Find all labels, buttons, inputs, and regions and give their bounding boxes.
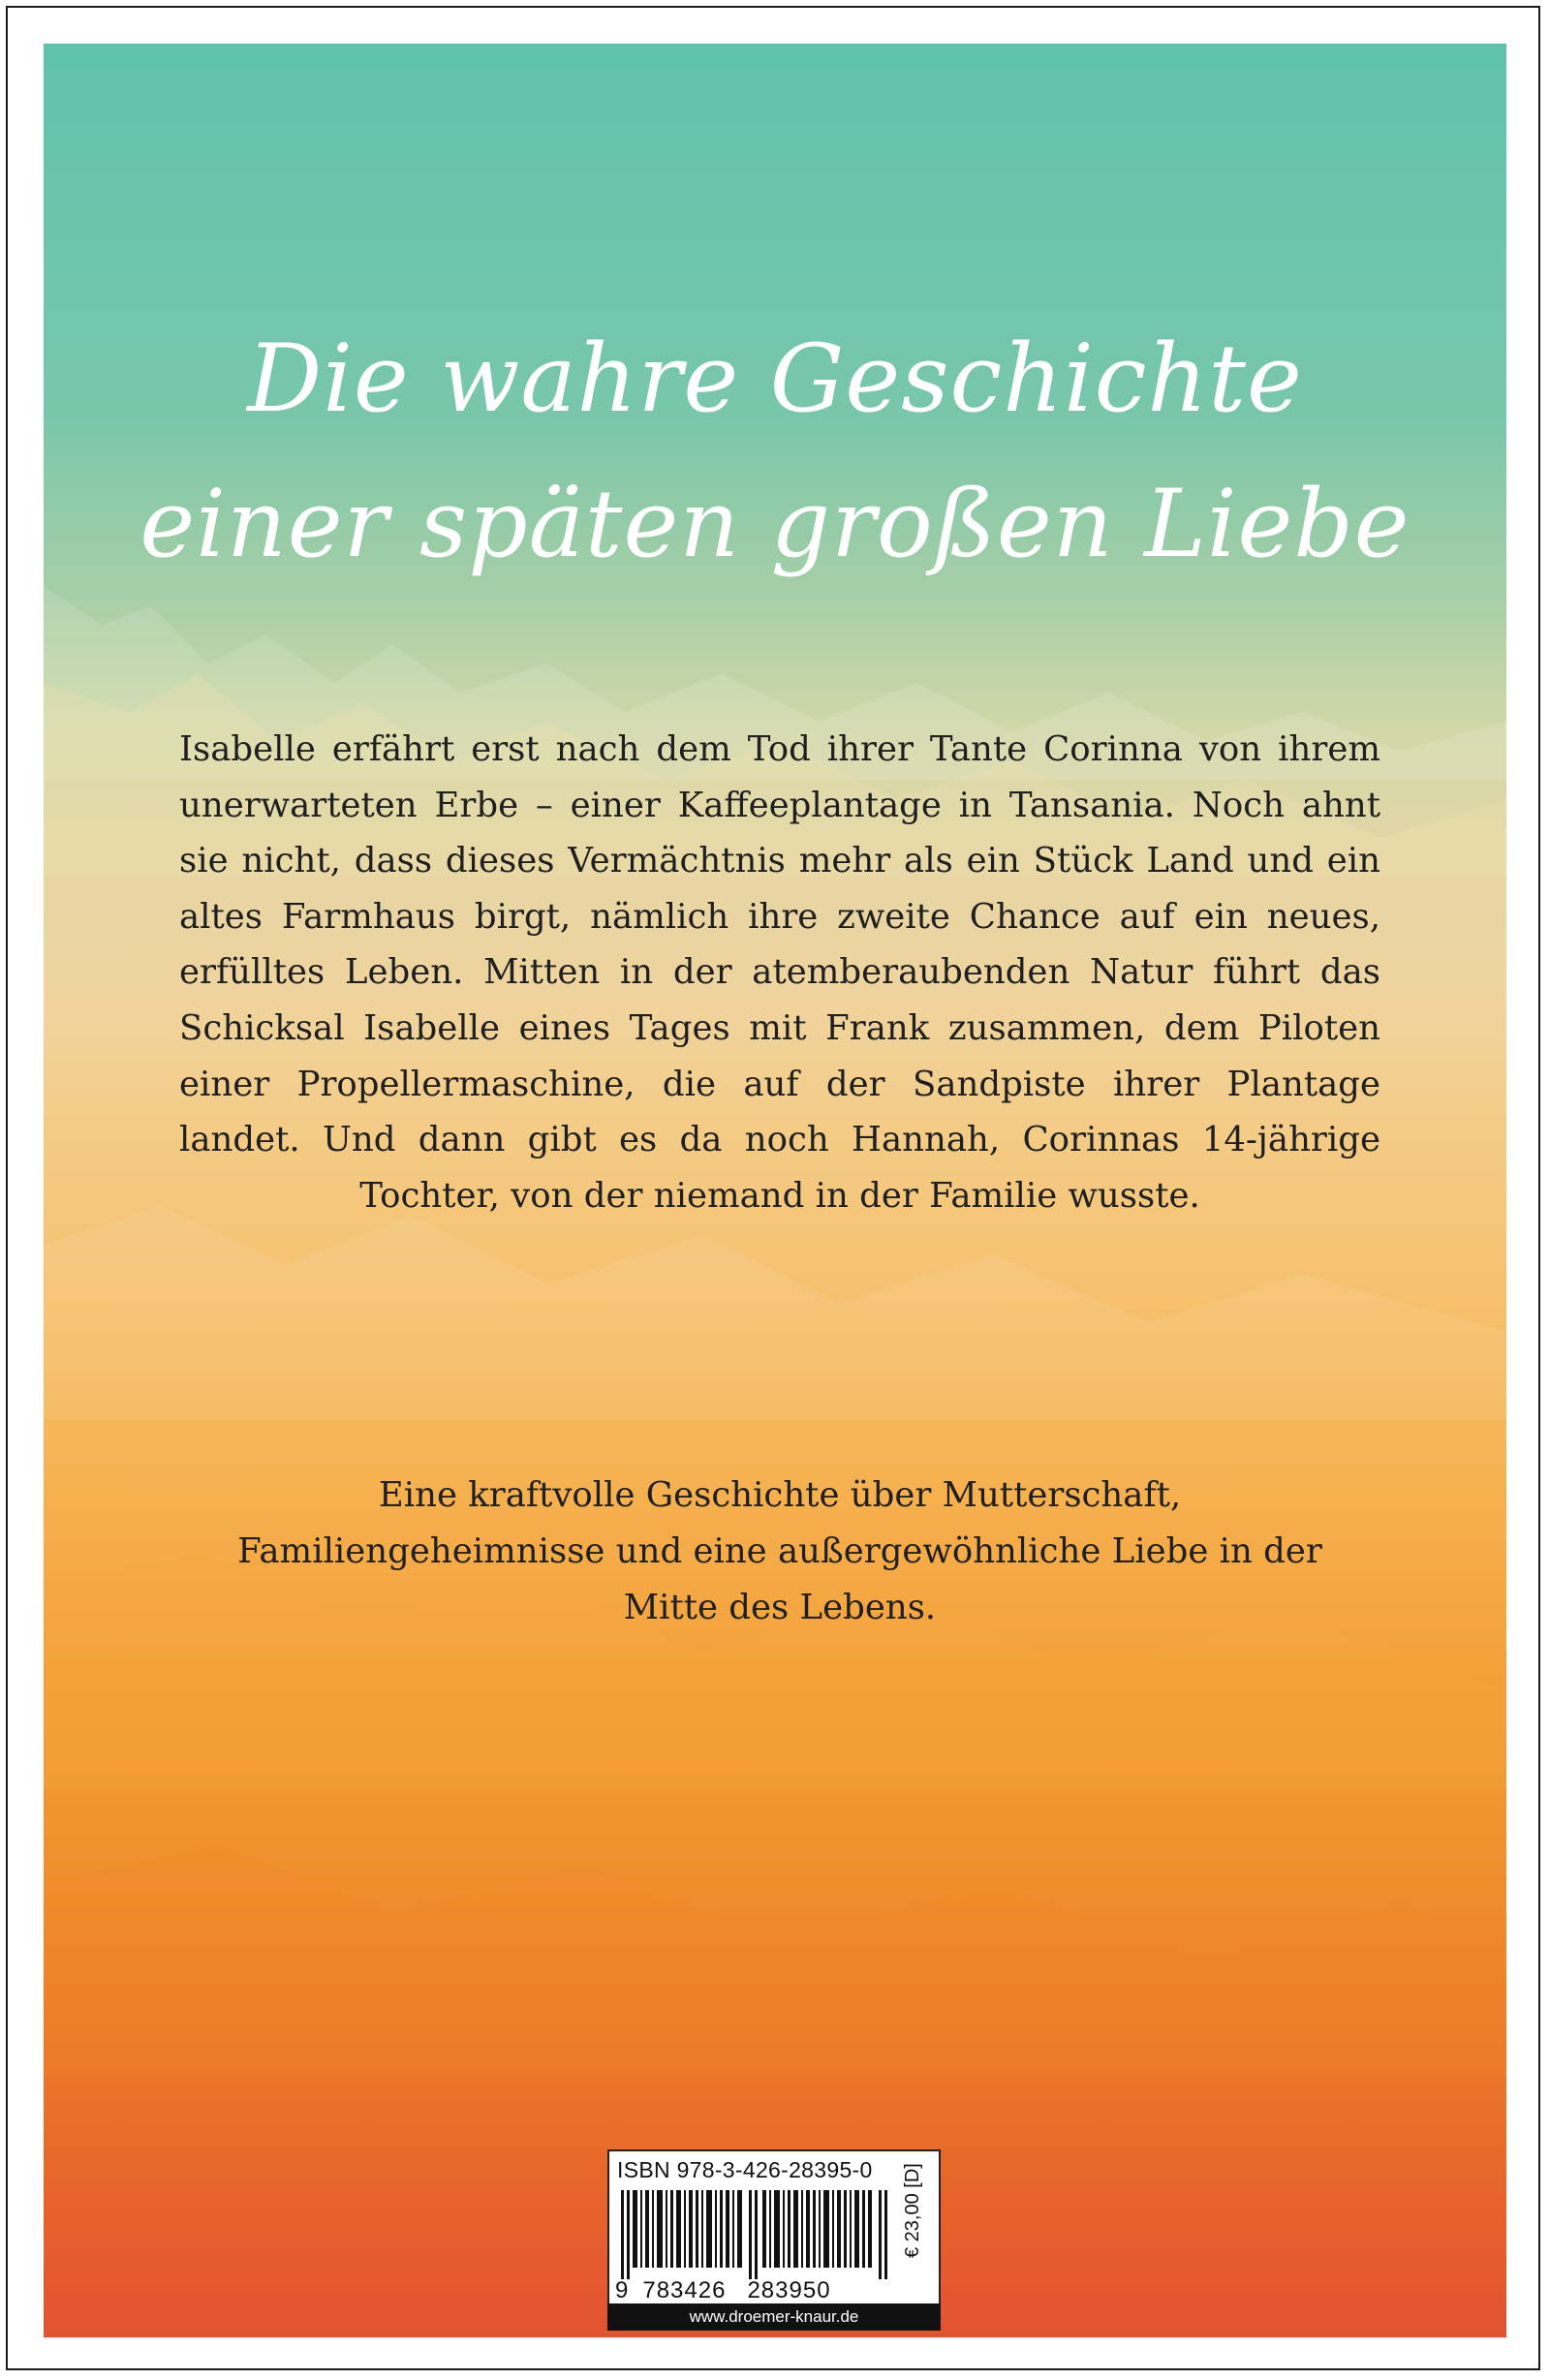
barcode-digit-group-2: 283950 bbox=[747, 2277, 831, 2303]
blurb-paragraph: Isabelle erfährt erst nach dem Tod ihrer Tante Corinna von ihrem unerwarteten Erbe – einer Kaffeeplantage in Tansania. Noch ahnt sie nicht, dass dieses Vermächtnis mehr als ein Stück Land und ein altes Farmhaus birgt, nämlich ihre zweite Chance auf ein neues, erfülltes Leben. Mitten in der atemberaubenden Natur führt das Schicksal Isabelle eines Tages mit Frank zusammen, dem Piloten einer Propellermaschine, die auf der Sandpiste ihrer Plantage landet. Und dann gibt es da noch Hannah, Corinnas 14-jährige Tochter, von der niemand in der Familie wusste. bbox=[179, 729, 1380, 1216]
barcode-digit-first: 9 bbox=[615, 2277, 630, 2303]
tagline-line-2: einer späten großen Liebe bbox=[140, 470, 1410, 578]
tagline-line-1: Die wahre Geschichte bbox=[247, 325, 1303, 433]
isbn-label: ISBN 978-3-426-28395-0 bbox=[617, 2157, 873, 2182]
closing-paragraph: Eine kraftvolle Geschichte über Mutterschaft, Familiengeheimnisse und eine außergewöhnliche Liebe in der Mitte des Lebens. bbox=[237, 1475, 1322, 1627]
back-cover bbox=[44, 44, 1506, 2337]
barcode-box bbox=[607, 2149, 941, 2331]
barcode-icon bbox=[621, 2190, 894, 2279]
barcode-digit-group-1: 783426 bbox=[642, 2277, 727, 2303]
price-label: € 23,00 [D] bbox=[902, 2163, 923, 2258]
barcode-digits bbox=[615, 2277, 902, 2304]
publisher-url: www.droemer-knaur.de bbox=[607, 2303, 941, 2331]
